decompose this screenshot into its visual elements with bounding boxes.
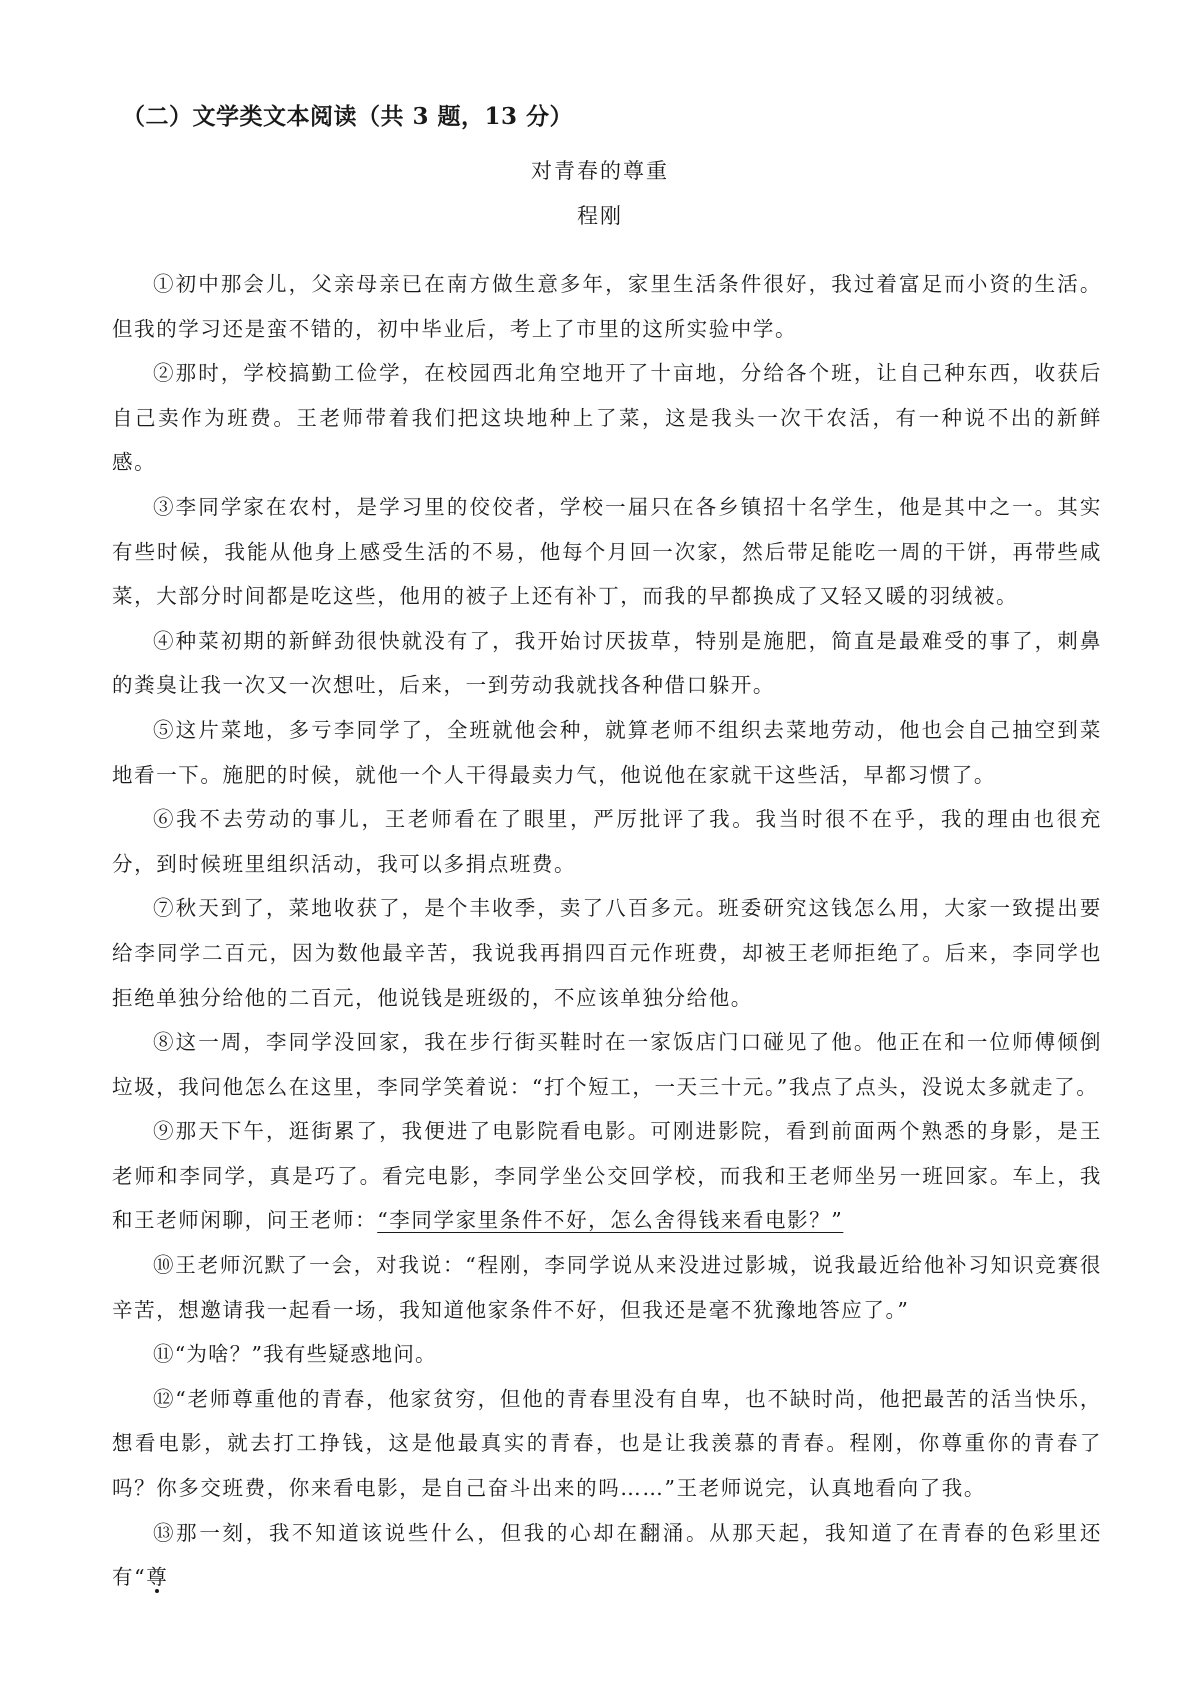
paragraph-12: ⑫“老师尊重他的青春，他家贫穷，但他的青春里没有自卑，也不缺时尚，他把最苦的活当快乐，想看电影，就去打工挣钱，这是他最真实的青春，也是让我羡慕的青春。程刚，你尊重你的青春了吗？你多交班费，你来看电影，是自己奋斗出来的吗……”王老师说完，认真地看向了我。 (112, 1386, 1102, 1501)
paragraph-10: ⑩王老师沉默了一会，对我说：“程刚，李同学说从来没进过影城，说我最近给他补习知识竞赛很辛苦，想邀请我一起看一场，我知道他家条件不好，但我还是毫不犹豫地答应了。” (112, 1253, 1102, 1322)
article-title: 对青春的尊重 (531, 159, 669, 183)
paragraph-8: ⑧这一周，李同学没回家，我在步行街买鞋时在一家饭店门口碰见了他。他正在和一位师傅倾倒垃圾，我问他怎么在这里，李同学笑着说：“打个短工，一天三十元。”我点了点头，没说太多就走了。 (112, 1030, 1102, 1099)
paragraph-1: ①初中那会儿，父亲母亲已在南方做生意多年，家里生活条件很好，我过着富足而小资的生活。但我的学习还是蛮不错的，初中毕业后，考上了市里的这所实验中学。 (112, 272, 1102, 341)
paragraph-9 (112, 1109, 1102, 1243)
section-heading: （二）文学类文本阅读（共 3 题，13 分） (122, 103, 574, 130)
paragraph-5: ⑤这片菜地，多亏李同学了，全班就他会种，就算老师不组织去菜地劳动，他也会自己抽空到菜地看一下。施肥的时候，就他一个人干得最卖力气，他说他在家就干这些活，早都习惯了。 (112, 717, 1102, 787)
paragraph-13 (112, 1511, 1102, 1600)
paragraph-2: ②那时，学校搞勤工俭学，在校园西北角空地开了十亩地，分给各个班，让自己种东西，收获后自己卖作为班费。王老师带着我们把这块地种上了菜，这是我头一次干农活，有一种说不出的新鲜感。 (112, 361, 1102, 475)
paragraph-9-text: ⑨那天下午，逛街累了，我便进了电影院看电影。可刚进影院，看到前面两个熟悉的身影，是王老师和李同学，真是巧了。看完电影，李同学坐公交回学校，而我和王老师坐另一班回家。车上，我和王老师闲聊，问王老师： (112, 1119, 1102, 1233)
paragraph-6: ⑥我不去劳动的事儿，王老师看在了眼里，严厉批评了我。我当时很不在乎，我的理由也很充分，到时候班里组织活动，我可以多捐点班费。 (112, 807, 1102, 876)
emphasis-dotted-char: 尊 (146, 1565, 169, 1590)
article-author: 程刚 (577, 204, 623, 228)
underlined-question: “李同学家里条件不好，怎么舍得钱来看电影？” (377, 1208, 844, 1233)
paragraph-13-text: ⑬那一刻，我不知道该说些什么，但我的心却在翻涌。从那天起，我知道了在青春的色彩里还有“ (112, 1520, 1102, 1590)
paragraph-7: ⑦秋天到了，菜地收获了，是个丰收季，卖了八百多元。班委研究这钱怎么用，大家一致提出要给李同学二百元，因为数他最辛苦，我说我再捐四百元作班费，却被王老师拒绝了。后来，李同学也拒绝单独分给他的二百元，他说钱是班级的，不应该单独分给他。 (112, 896, 1102, 1010)
paragraph-4: ④种菜初期的新鲜劲很快就没有了，我开始讨厌拔草，特别是施肥，简直是最难受的事了，刺鼻的粪臭让我一次又一次想吐，后来，一到劳动我就找各种借口躲开。 (112, 628, 1102, 698)
paragraph-11: ⑪“为啥？”我有些疑惑地问。 (153, 1342, 437, 1367)
article-body (112, 262, 1102, 1600)
paragraph-3: ③李同学家在农村，是学习里的佼佼者，学校一届只在各乡镇招十名学生，他是其中之一。其实有些时候，我能从他身上感受生活的不易，他每个月回一次家，然后带足能吃一周的干饼，再带些咸菜，大部分时间都是吃这些，他用的被子上还有补丁，而我的早都换成了又轻又暖的羽绒被。 (112, 494, 1102, 609)
